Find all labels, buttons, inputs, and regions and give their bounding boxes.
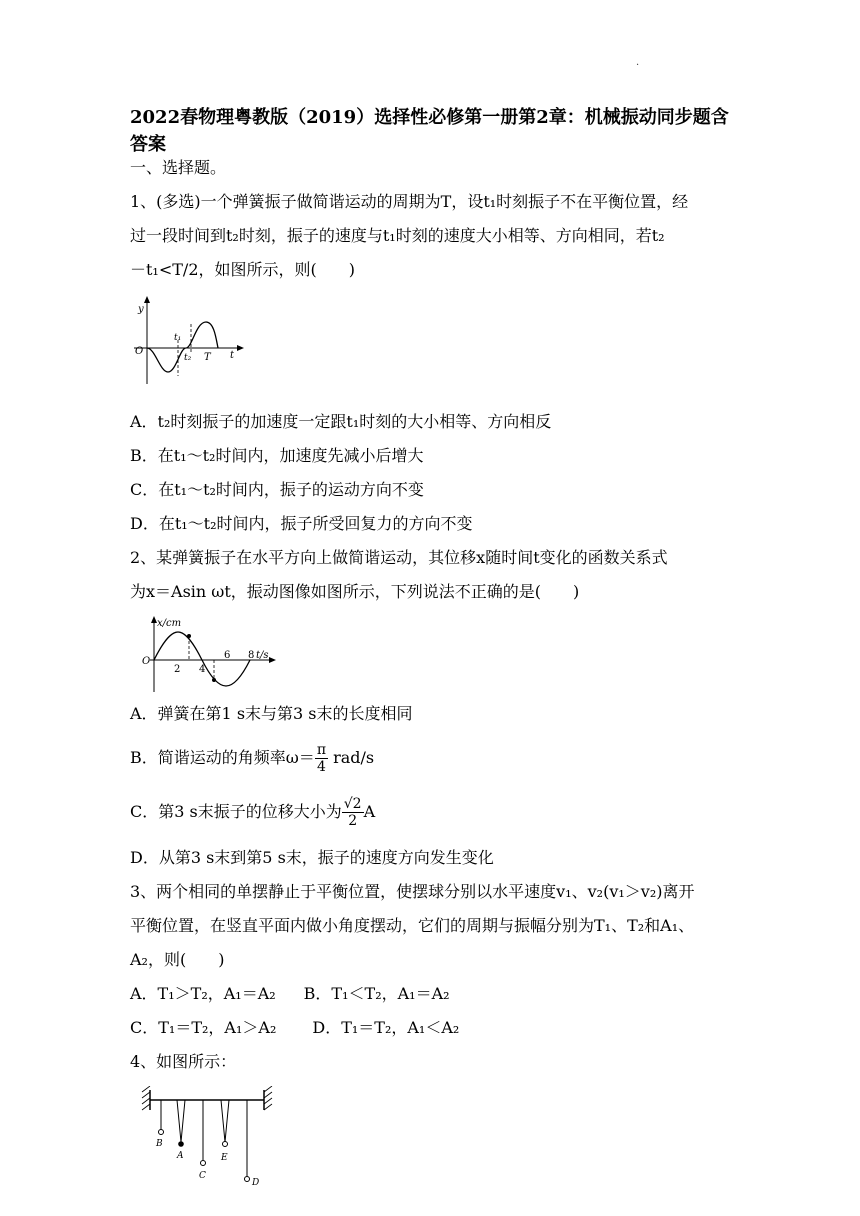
q3-line-2: 平衡位置，在竖直平面内做小角度摆动，它们的周期与振幅分别为T₁、T₂和A₁、: [130, 916, 695, 935]
q1-fig-origin-label: O: [135, 346, 144, 357]
q4-label-e: E: [221, 1153, 228, 1163]
q2-option-d: D．从第3 s末到第5 s末，振子的速度方向发生变化: [130, 848, 494, 867]
q2-option-c-suffix: A: [363, 802, 376, 821]
q3-line-3: A₂，则( ): [130, 950, 225, 969]
q2-option-b-prefix: B．简谐运动的角频率ω＝: [130, 748, 315, 767]
section-heading: 一、选择题。: [130, 158, 227, 177]
q1-option-c: C．在t₁～t₂时间内，振子的运动方向不变: [130, 480, 424, 499]
q1-fig-period-label: T: [204, 352, 211, 363]
q2-option-c-prefix: C．第3 s末振子的位移大小为: [130, 802, 342, 821]
q3-options-row-1: [130, 984, 450, 1004]
q3-option-c: C．T₁＝T₂，A₁＞A₂: [130, 1018, 277, 1037]
q1-fig-t1-label: t₁: [174, 333, 182, 343]
q4-label-b: B: [156, 1139, 163, 1149]
q4-pendulum-figure: [140, 1086, 280, 1190]
page-title: 2022春物理粤教版（2019）选择性必修第一册第2章：机械振动同步题含答案: [130, 107, 729, 155]
q3-option-b: B．T₁＜T₂，A₁＝A₂: [303, 984, 450, 1003]
q4-label-a: A: [177, 1151, 184, 1161]
q2-option-c-fraction: [342, 796, 364, 829]
q2-option-a: A．弹簧在第1 s末与第3 s末的长度相同: [130, 704, 413, 723]
q2-fig-t-axis-label: t/s: [256, 650, 269, 661]
q2-fig-origin-label: O: [142, 656, 151, 667]
q1-option-b: B．在t₁～t₂时间内，加速度先减小后增大: [130, 446, 424, 465]
q3-line-1: 3、两个相同的单摆静止于平衡位置，使摆球分别以水平速度v₁、v₂(v₁＞v₂)离开: [130, 882, 695, 901]
q1-option-d: D．在t₁～t₂时间内，振子所受回复力的方向不变: [130, 514, 473, 533]
q1-line-1: 1、(多选)一个弹簧振子做简谐运动的周期为T，设t₁时刻振子不在平衡位置，经: [130, 192, 689, 211]
q2-sine-figure: [140, 614, 280, 694]
q2-fig-tick-2: 2: [174, 664, 181, 675]
q2-option-c-denominator: 2: [348, 813, 358, 829]
q4-line-1: 4、如图所示：: [130, 1052, 237, 1071]
q2-option-b-suffix: rad/s: [328, 748, 375, 767]
q2-fig-tick-4: 4: [199, 664, 206, 675]
q1-line-3: －t₁<T/2，如图所示，则( ): [130, 260, 355, 279]
q1-sine-figure: [128, 294, 248, 386]
q2-option-b-denominator: 4: [316, 759, 326, 775]
q1-fig-t-axis-label: t: [230, 350, 235, 361]
q2-fig-tick-8: 8: [248, 650, 255, 661]
q2-line-1: 2、某弹簧振子在水平方向上做简谐运动，其位移x随时间t变化的函数关系式: [130, 548, 668, 567]
q3-option-d: D．T₁＝T₂，A₁＜A₂: [312, 1018, 460, 1037]
q2-line-2: 为x＝Asin ωt，振动图像如图所示，下列说法不正确的是( ): [130, 582, 580, 601]
q2-option-b-numerator: π: [316, 742, 327, 758]
q1-fig-y-label: y: [138, 304, 144, 315]
q2-option-b-fraction: [315, 742, 328, 775]
q4-label-d: D: [252, 1178, 260, 1188]
q1-fig-t2-label: t₂: [184, 353, 192, 363]
q4-label-c: C: [199, 1171, 206, 1181]
q2-option-c: [130, 796, 375, 829]
q2-fig-y-label: x/cm: [157, 618, 182, 629]
q2-option-b: [130, 742, 374, 775]
q2-fig-tick-6: 6: [224, 650, 231, 661]
q1-line-2: 过一段时间到t₂时刻，振子的速度与t₁时刻的速度大小相等、方向相同，若t₂: [130, 226, 665, 245]
q2-option-c-numerator: √2: [343, 796, 362, 812]
q3-option-a: A．T₁＞T₂，A₁＝A₂: [130, 984, 276, 1003]
q3-options-row-2: [130, 1018, 459, 1038]
q1-option-a: A．t₂时刻振子的加速度一定跟t₁时刻的大小相等、方向相反: [130, 412, 552, 431]
header-mark: ·: [636, 60, 640, 71]
